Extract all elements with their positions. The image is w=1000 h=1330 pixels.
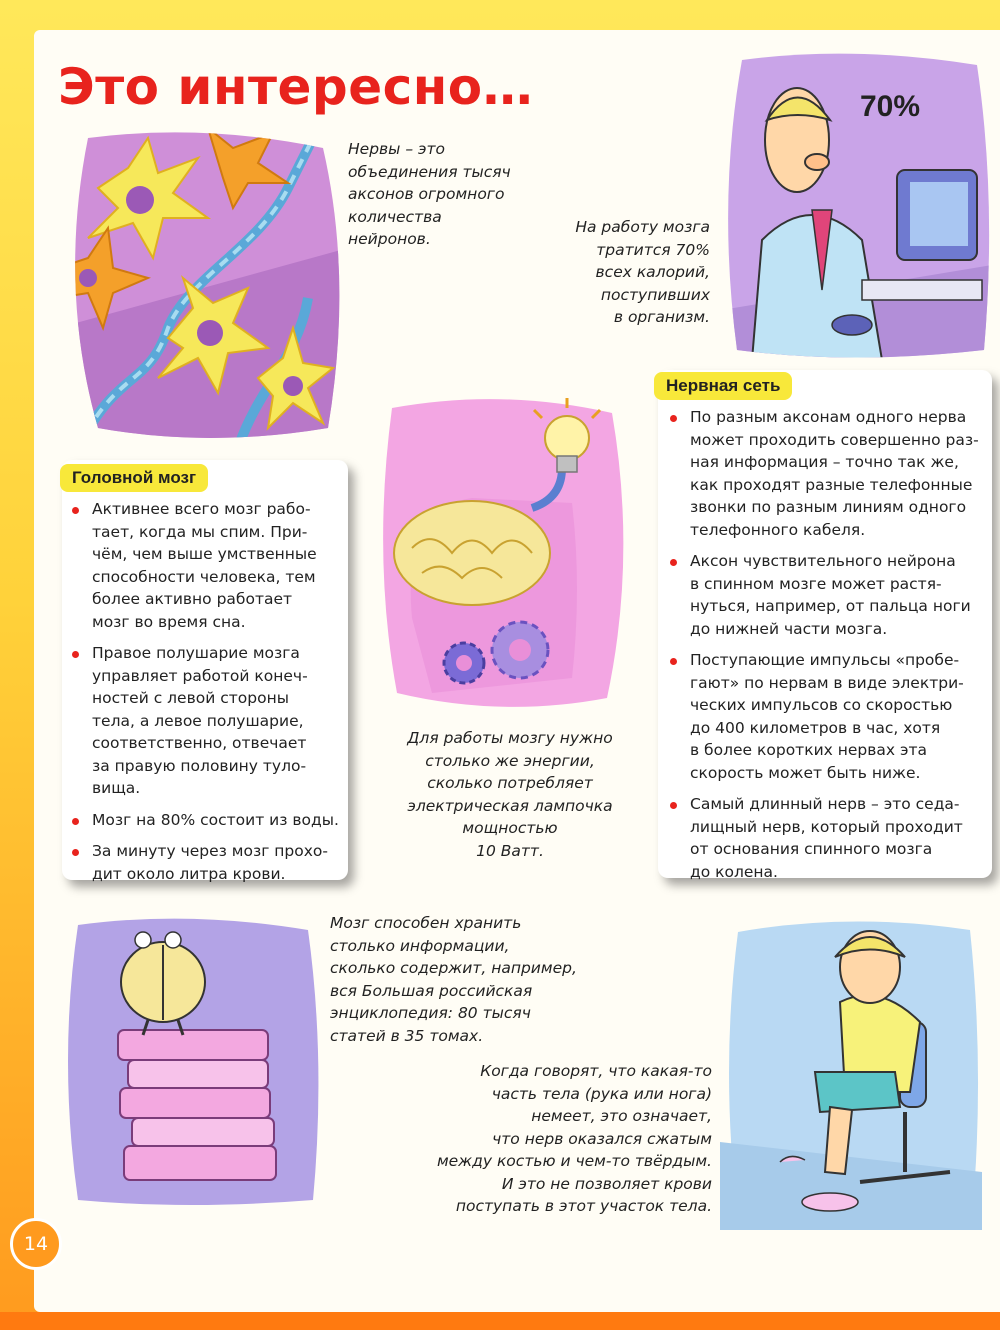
list-item-text: По разным аксонам одного нерва может проходить совершенно раз- ная информация – точно так же, как проходят разные телефонные звонки по разным линиям одного телефонного кабеля. [690, 408, 979, 539]
list-item [668, 406, 986, 541]
list-item [70, 642, 340, 800]
calories-caption: На работу мозга тратится 70% всех калорий, поступивших в организм. [575, 218, 710, 326]
list-item-text: Мозг на 80% состоит из воды. [92, 810, 339, 829]
list-item [668, 649, 986, 784]
page-title: Это интересно… [58, 58, 534, 116]
brain-box-title: Головной мозг [60, 464, 208, 492]
list-item [70, 498, 340, 633]
nerve-network-box [658, 370, 992, 881]
list-item [668, 793, 986, 883]
bullet-icon [670, 559, 677, 566]
calories-percent-label: 70% [860, 90, 921, 123]
bullet-icon [670, 802, 677, 809]
list-item [70, 809, 340, 832]
list-item-text: За минуту через мозг прохо- дит около литра крови. [92, 842, 328, 883]
list-item-text: Правое полушарие мозга управляет работой конеч- ностей с левой стороны тела, а левое полушарие, соответственно, отвечает за правую половину туло- вища. [92, 644, 308, 797]
bullet-icon [72, 849, 79, 856]
list-item-text: Самый длинный нерв – это седа- лищный нерв, который проходит от основания спинного мозга до колена. [690, 795, 963, 881]
list-item-text: Аксон чувствительного нейрона в спинном мозге может растя- нуться, например, от пальца ноги до нижней части мозга. [690, 552, 971, 638]
list-item-text: Активнее всего мозг рабо- тает, когда мы спим. При- чём, чем выше умственные способности человека, тем более активно работает мозг во время сна. [92, 500, 317, 631]
bullet-icon [72, 651, 79, 658]
nerves-caption: Нервы – это объединения тысяч аксонов огромного количества нейронов. [348, 140, 511, 248]
numbness-caption: Когда говорят, что какая-то часть тела (рука или нога) немеет, это означает, что нерв оказался сжатым между костью и чем-то твёрдым. И это не позволяет крови поступать в этот участок тела. [436, 1062, 712, 1215]
bullet-icon [670, 415, 677, 422]
bullet-icon [670, 658, 677, 665]
bullet-icon [72, 507, 79, 514]
list-item [70, 840, 340, 885]
bullet-icon [72, 818, 79, 825]
network-box-title: Нервная сеть [654, 372, 792, 400]
page-number: 14 [10, 1218, 62, 1270]
energy-caption: Для работы мозгу нужно столько же энергии, сколько потребляет электрическая лампочка мощностью 10 Ватт. [407, 729, 613, 860]
man-at-computer-illustration [722, 50, 992, 360]
list-item [668, 550, 986, 640]
brain-facts-box [62, 460, 348, 883]
info-storage-caption: Мозг способен хранить столько информации, сколько содержит, например, вся Большая российская энциклопедия: 80 тысяч статей в 35 томах. [330, 914, 577, 1045]
brain-on-books-illustration [58, 910, 326, 1210]
brain-lightbulb-illustration [372, 388, 634, 718]
neurons-illustration [58, 128, 348, 443]
bottom-bar [0, 1312, 1000, 1330]
list-item-text: Поступающие импульсы «пробе- гают» по нервам в виде электри- ческих импульсов со скоростью до 400 километров в час, хотя в более коротких нервах эта скорость может быть ниже. [690, 651, 964, 782]
boy-numb-leg-illustration [720, 912, 982, 1230]
